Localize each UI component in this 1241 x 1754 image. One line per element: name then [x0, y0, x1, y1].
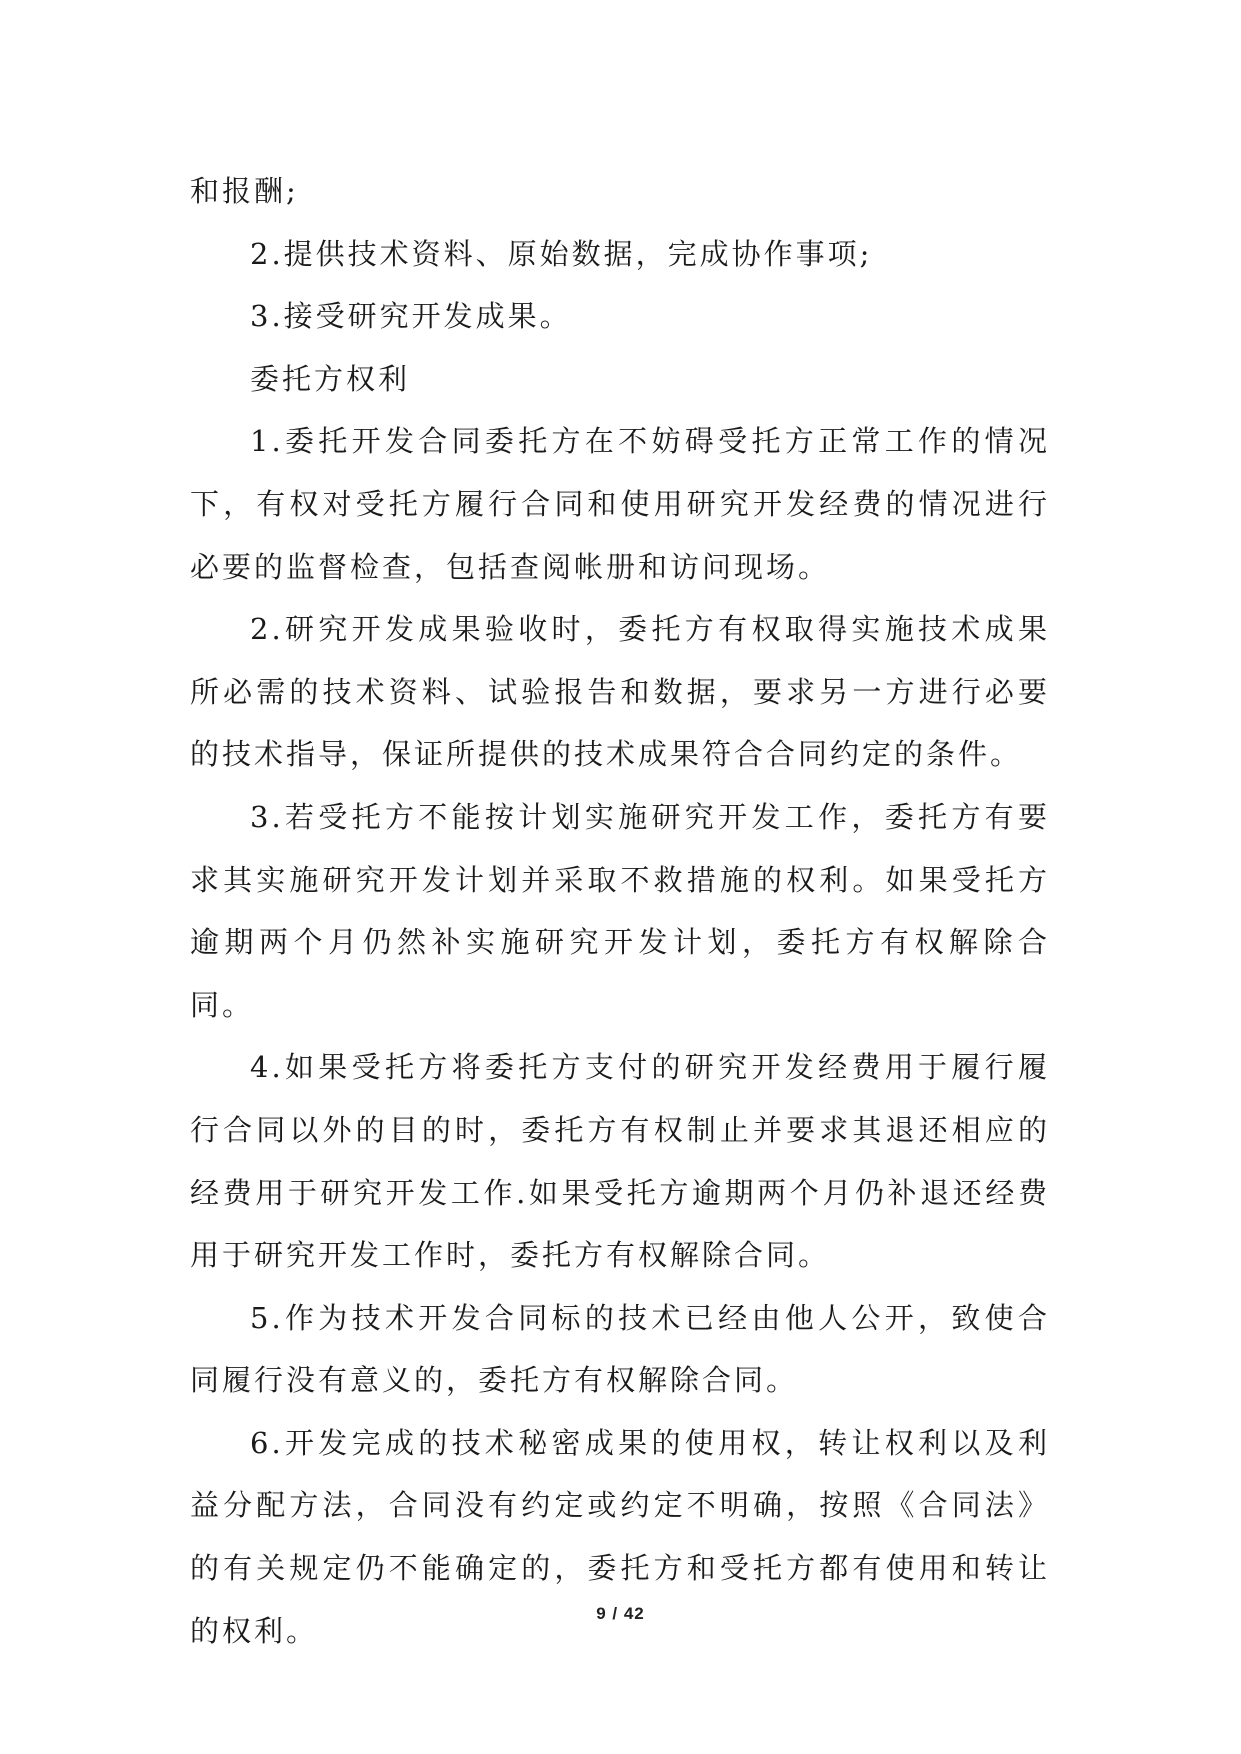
paragraph-right-4: 4.如果受托方将委托方支付的研究开发经费用于履行履行合同以外的目的时，委托方有权制止并要求其退还相应的经费用于研究开发工作.如果受托方逾期两个月仍补退还经费用于研究开发工作时，委托方有权解除合同。 [190, 1050, 1050, 1273]
paragraph-right-1: 1.委托开发合同委托方在不妨碍受托方正常工作的情况下，有权对受托方履行合同和使用研究开发经费的情况进行必要的监督检查，包括查阅帐册和访问现场。 [190, 424, 1050, 584]
document-body [190, 160, 1050, 1662]
paragraph-obligation-3: 3.接受研究开发成果。 [250, 299, 572, 334]
paragraph-right-3: 3.若受托方不能按计划实施研究开发工作，委托方有要求其实施研究开发计划并采取不救措施的权利。如果受托方逾期两个月仍然补实施研究开发计划，委托方有权解除合同。 [190, 799, 1050, 1022]
paragraph-continuation: 和报酬; [190, 174, 299, 208]
paragraph-right-5: 5.作为技术开发合同标的技术已经由他人公开，致使合同履行没有意义的，委托方有权解除合同。 [190, 1300, 1050, 1398]
paragraph-right-6: 6.开发完成的技术秘密成果的使用权，转让权利以及利益分配方法，合同没有约定或约定不明确，按照《合同法》的有关规定仍不能确定的，委托方和受托方都有使用和转让的权利。 [190, 1425, 1050, 1648]
page-number: 9 / 42 [596, 1604, 645, 1623]
paragraph-obligation-2: 2.提供技术资料、原始数据，完成协作事项; [250, 236, 873, 271]
paragraph-right-2: 2.研究开发成果验收时，委托方有权取得实施技术成果所必需的技术资料、试验报告和数据，要求另一方进行必要的技术指导，保证所提供的技术成果符合合同约定的条件。 [190, 612, 1050, 772]
section-heading-client-rights: 委托方权利 [250, 361, 411, 396]
